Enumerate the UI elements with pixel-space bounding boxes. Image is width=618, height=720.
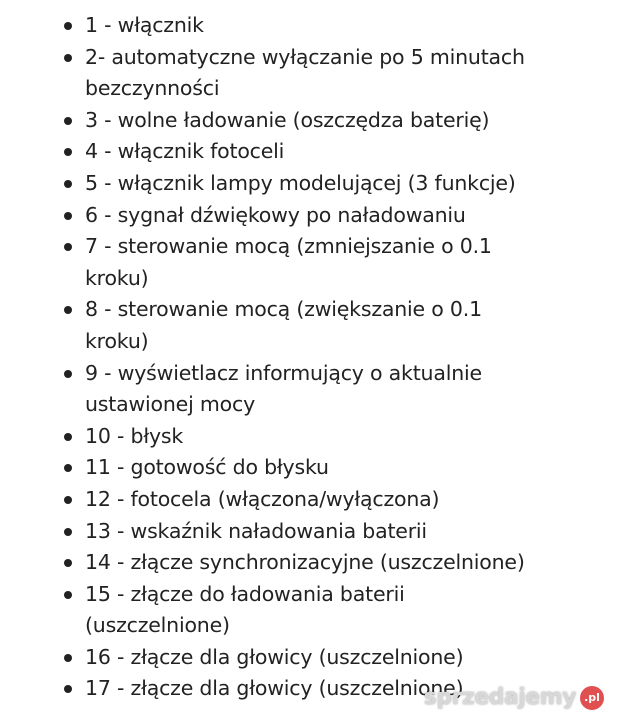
bullet-icon	[64, 591, 72, 599]
list-item-text: 8 - sterowanie mocą (zwiększanie o 0.1	[85, 297, 482, 322]
bullet-icon	[64, 559, 72, 567]
feature-list	[62, 10, 525, 705]
list-item	[62, 136, 525, 168]
list-item-text: 13 - wskaźnik naładowania baterii	[85, 518, 427, 543]
list-item-text: 14 - złącze synchronizacyjne (uszczelnione)	[85, 550, 525, 575]
bullet-icon	[64, 22, 72, 30]
list-item-text: ustawionej mocy	[85, 392, 256, 417]
watermark	[424, 684, 604, 712]
bullet-icon	[64, 370, 72, 378]
list-item	[62, 105, 525, 137]
list-item-text: 4 - włącznik fotoceli	[85, 139, 285, 164]
list-item-text: 5 - włącznik lampy modelującej (3 funkcje)	[85, 170, 516, 195]
list-item	[62, 200, 525, 232]
bullet-icon	[64, 54, 72, 62]
watermark-text: sprzedajemy	[423, 685, 576, 710]
list-item	[62, 231, 525, 294]
bullet-icon	[64, 148, 72, 156]
list-item	[62, 358, 525, 421]
list-item-text: kroku)	[85, 265, 149, 290]
list-item-text: bezczynności	[85, 76, 220, 101]
list-item	[62, 579, 525, 642]
list-item-text: 11 - gotowość do błysku	[85, 455, 329, 480]
bullet-icon	[64, 180, 72, 188]
bullet-icon	[64, 654, 72, 662]
bullet-icon	[64, 464, 72, 472]
list-item	[62, 452, 525, 484]
list-item	[62, 547, 525, 579]
list-item-text: 17 - złącze dla głowicy (uszczelnione)	[85, 676, 464, 701]
list-item	[62, 42, 525, 105]
bullet-icon	[64, 306, 72, 314]
list-item-text: 7 - sterowanie mocą (zmniejszanie o 0.1	[85, 234, 492, 259]
bullet-icon	[64, 528, 72, 536]
list-item	[62, 484, 525, 516]
bullet-icon	[64, 685, 72, 693]
list-item-text: 10 - błysk	[85, 423, 184, 448]
bullet-icon	[64, 117, 72, 125]
watermark-badge: .pl	[580, 686, 604, 710]
list-item-text: 9 - wyświetlacz informujący o aktualnie	[85, 360, 482, 385]
list-item-text: (uszczelnione)	[85, 613, 230, 638]
bullet-icon	[64, 496, 72, 504]
list-item-text: kroku)	[85, 328, 149, 353]
list-item-text: 6 - sygnał dźwiękowy po naładowaniu	[85, 202, 466, 227]
list-item-text: 3 - wolne ładowanie (oszczędza baterię)	[85, 107, 490, 132]
list-item-text: 15 - złącze do ładowania baterii	[85, 581, 405, 606]
list-item-text: 16 - złącze dla głowicy (uszczelnione)	[85, 644, 464, 669]
list-item-text: 12 - fotocela (włączona/wyłączona)	[85, 486, 440, 511]
list-item-text: 1 - włącznik	[85, 13, 204, 37]
list-item	[62, 421, 525, 453]
list-item	[62, 516, 525, 548]
bullet-icon	[64, 243, 72, 251]
list-item	[62, 168, 525, 200]
bullet-icon	[64, 433, 72, 441]
list-item	[62, 10, 525, 42]
list-item-text: 2- automatyczne wyłączanie po 5 minutach	[85, 44, 525, 69]
list-item	[62, 294, 525, 357]
bullet-icon	[64, 212, 72, 220]
list-item	[62, 642, 525, 674]
